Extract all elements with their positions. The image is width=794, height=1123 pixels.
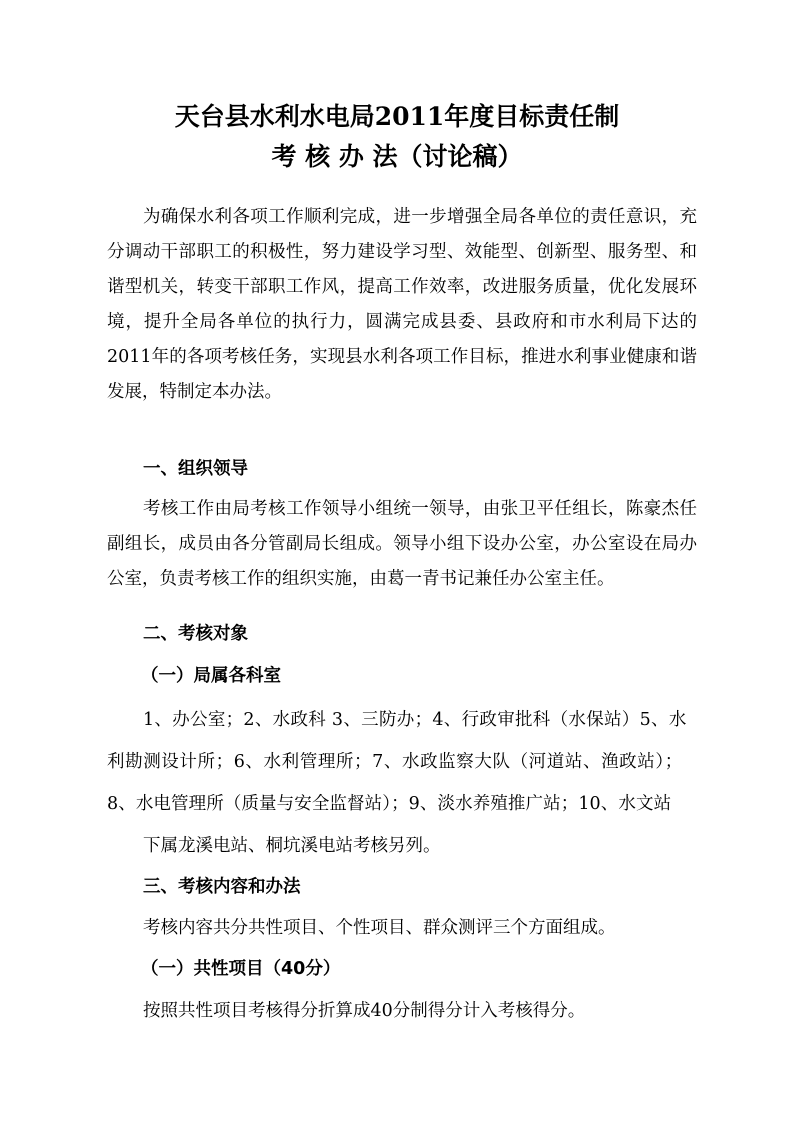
section-heading-organization: 一、组织领导 — [143, 459, 248, 479]
intro-paragraph: 为确保水利各项工作顺利完成，进一步增强全局各单位的责任意识，充分调动干部职工的积极性，努力建设学习型、效能型、创新型、服务型、和谐型机关，转变干部职工作风，提高工作效率，改进服务质量，优化发展环境，提升全局各单位的执行力，圆满完成县委、县政府和市水利局下达的2011年的各项考核任务，实现县水利各项工作目标，推进水利事业健康和谐发展，特制定本办法。 — [107, 207, 697, 402]
department-list-line-2: 利勘测设计所；6、水利管理所；7、水政监察大队（河道站、渔政站）； — [107, 752, 683, 772]
content-paragraph: 考核内容共分共性项目、个性项目、群众测评三个方面组成。 — [143, 918, 616, 938]
department-list-line-1: 1、办公室；2、水政科 3、三防办；4、行政审批科（水保站）5、水 — [143, 710, 687, 730]
section-heading-targets: 二、考核对象 — [143, 624, 248, 644]
department-note: 下属龙溪电站、桐坑溪电站考核另列。 — [143, 836, 441, 856]
subsection-heading-departments: （一）局属各科室 — [141, 666, 281, 686]
department-list-line-3: 8、水电管理所（质量与安全监督站）；9、淡水养殖推广站；10、水文站 — [107, 794, 672, 814]
document-subtitle: 考 核 办 法（讨论稿） — [271, 142, 523, 171]
document-title: 天台县水利水电局2011年度目标责任制 — [174, 102, 620, 131]
section-heading-content: 三、考核内容和办法 — [143, 877, 301, 897]
common-items-paragraph: 按照共性项目考核得分折算成40分制得分计入考核得分。 — [143, 1001, 586, 1021]
organization-paragraph: 考核工作由局考核工作领导小组统一领导，由张卫平任组长，陈豪杰任副组长，成员由各分管副局长组成。领导小组下设办公室，办公室设在局办公室，负责考核工作的组织实施，由葛一青书记兼任办公室主任。 — [107, 499, 697, 589]
subsection-heading-common-items: （一）共性项目（40分） — [141, 959, 341, 979]
